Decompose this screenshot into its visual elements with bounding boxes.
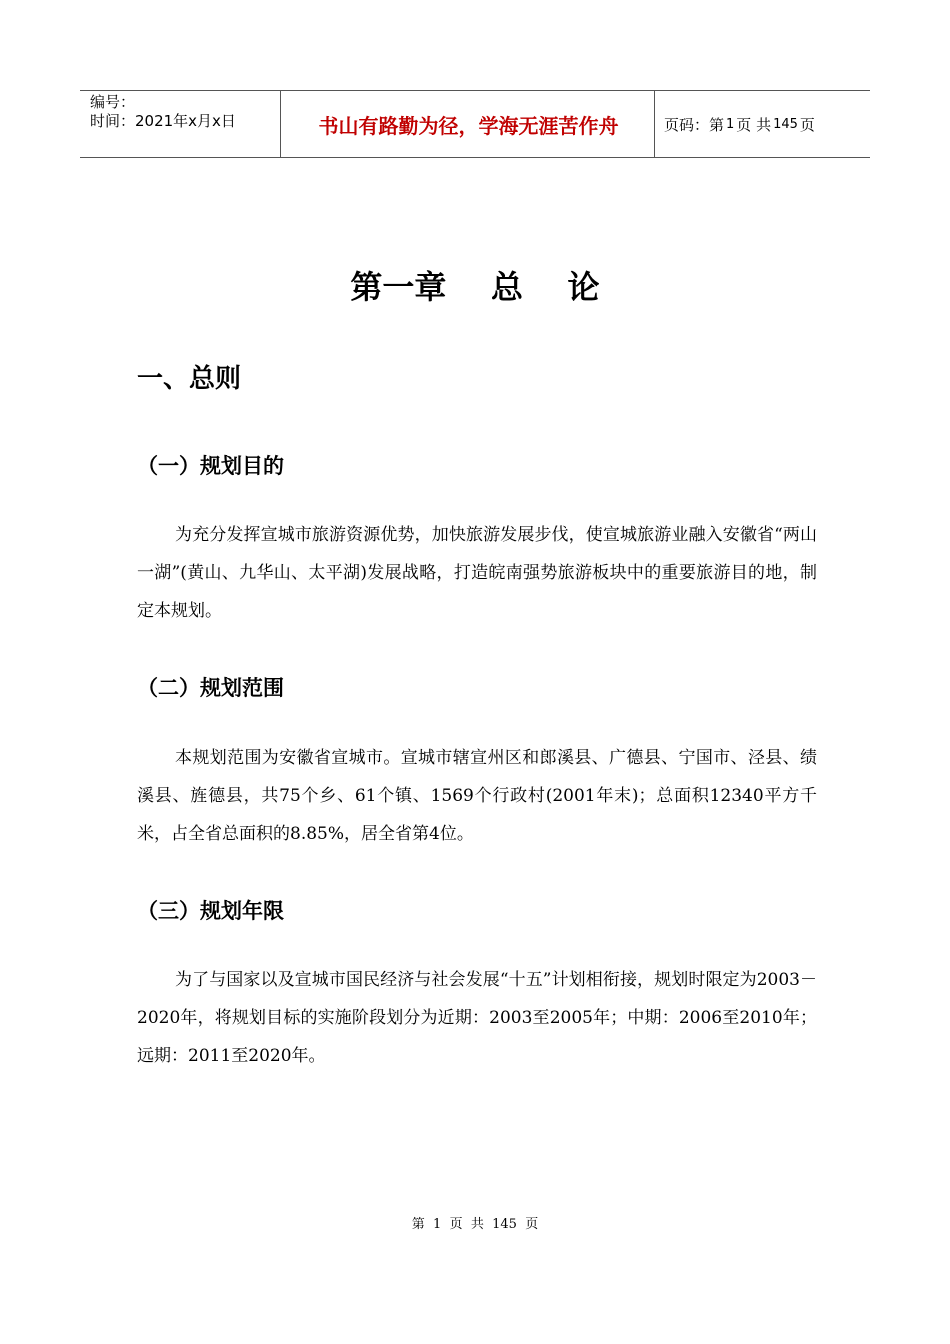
page-footer: 第 1 页 共 145 页	[411, 1217, 539, 1232]
time-label: 时间：2021年x月x日	[90, 112, 236, 130]
page-header	[80, 90, 870, 158]
header-divider-right	[654, 91, 655, 157]
subsection-title-scope: （二）规划范围	[137, 676, 284, 700]
chapter-title: 第一章 总 论	[350, 268, 600, 306]
page-total: 145	[773, 116, 798, 132]
header-motto: 书山有路勤为径，学海无涯苦作舟	[318, 113, 619, 138]
paragraph-purpose: 为充分发挥宣城市旅游资源优势，加快旅游发展步伐，使宣城旅游业融入安徽省“两山一湖”(黄山、九华山、太平湖)发展战略，打造皖南强势旅游板块中的重要旅游目的地，制定本规划。	[137, 525, 817, 621]
page-mid: 页 共	[736, 115, 772, 134]
paragraph-period: 为了与国家以及宣城市国民经济与社会发展“十五”计划相衔接，规划时限定为2003－2020年，将规划目标的实施阶段划分为近期：2003至2005年；中期：2006至2010年；远期：2011至2020年。	[137, 970, 817, 1066]
number-label: 编号：	[90, 93, 136, 111]
section-title: 一、总则	[137, 364, 242, 394]
subsection-title-period: （三）规划年限	[137, 899, 284, 923]
header-meta	[90, 93, 236, 131]
paragraph-scope: 本规划范围为安徽省宣城市。宣城市辖宣州区和郎溪县、广德县、宁国市、泾县、绩溪县、旌德县，共75个乡、61个镇、1569个行政村(2001年末)；总面积12340平方千米，占全省总面积的8.85%，居全省第4位。	[137, 748, 817, 844]
page-current: 1	[726, 116, 735, 132]
subsection-title-purpose: （一）规划目的	[137, 454, 284, 478]
page-suffix: 页	[799, 115, 815, 134]
header-divider-left	[280, 91, 281, 157]
page-prefix: 页码：第	[664, 115, 725, 134]
header-page-info	[664, 91, 815, 157]
